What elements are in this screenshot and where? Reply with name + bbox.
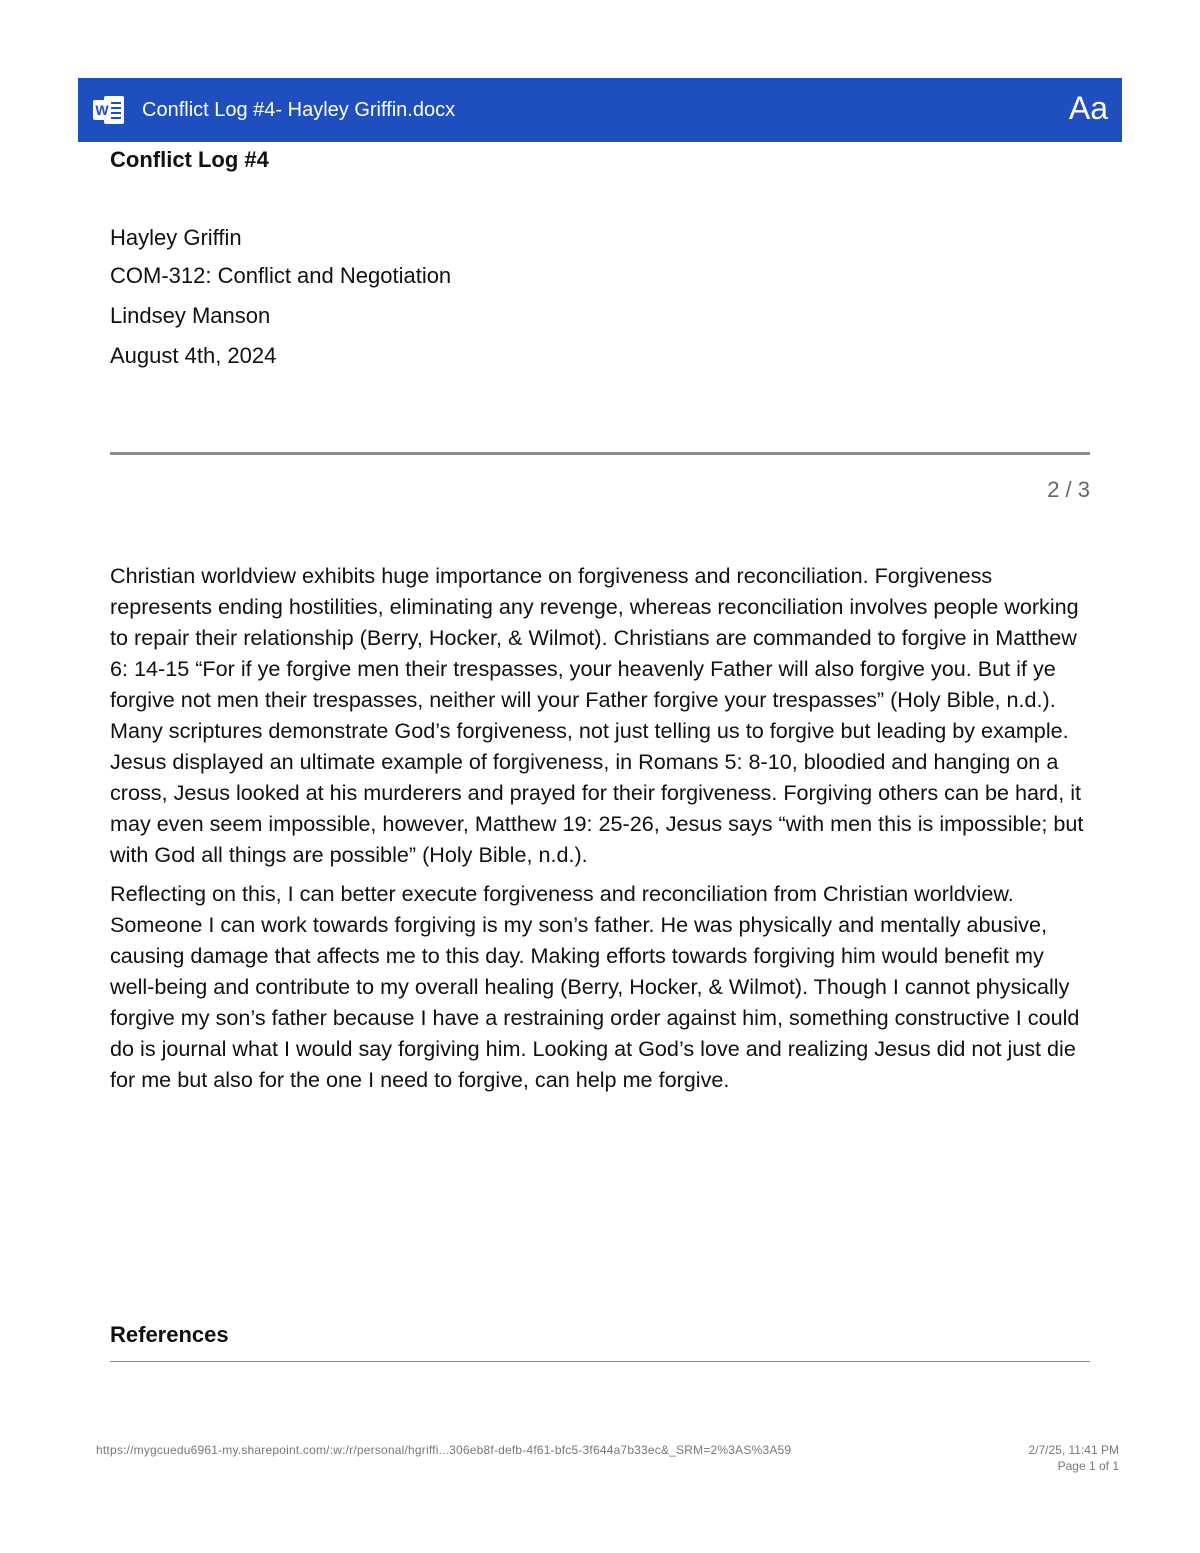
footer-url: https://mygcuedu6961-my.sharepoint.com/:w:/r/personal/hgriffi...306eb8f-defb-4f61-bfc5-3f644a7b33ec&_SRM=2%3AS%3A59 [96,1443,792,1457]
svg-text:W: W [95,102,109,118]
references-heading: References [110,1322,229,1347]
course-name: COM-312: Conflict and Negotiation [110,263,452,288]
instructor-name: Lindsey Manson [110,303,271,328]
submission-date: August 4th, 2024 [110,343,277,368]
document-title: Conflict Log #4 [110,147,269,172]
body-paragraph: Reflecting on this, I can better execute forgiveness and reconciliation from Christian worldview. Someone I can work towards forgiving is my son’s father. He was physically and mentally abusive, causing damage that affects me to this day. Making efforts towards forgiving him would benefit my well-being and contribute to my overall healing (Berry, Hocker, & Wilmot). Though I cannot physically forgive my son’s father because I have a restraining order against him, something constructive I could do is journal what I would say forgiving him. Looking at God’s love and realizing Jesus did not just die for me but also for the one I need to forgive, can help me forgive. [110,881,1080,1092]
text-size-button[interactable]: Aa [1068,90,1108,126]
footer-timestamp: 2/7/25, 11:41 PM [1028,1443,1119,1457]
footer-page-number: Page 1 of 1 [1057,1459,1119,1473]
header-divider [110,452,1090,455]
document-body [110,560,1092,1103]
footer-meta [1028,1442,1119,1474]
word-icon [92,94,126,126]
body-paragraph: Christian worldview exhibits huge importance on forgiveness and reconciliation. Forgiveness represents ending hostilities, eliminating any revenge, whereas reconciliation involves people working to repair their relationship (Berry, Hocker, & Wilmot). Christians are commanded to forgive in Matthew 6: 14-15 “For if ye forgive men their trespasses, your heavenly Father will also forgive you. But if ye forgive not men their trespasses, neither will your Father forgive your trespasses” (Holy Bible, n.d.). Many scriptures demonstrate God’s forgiveness, not just telling us to forgive but leading by example. Jesus displayed an ultimate example of forgiveness, in Romans 5: 8-10, bloodied and hanging on a cross, Jesus looked at his murderers and prayed for their forgiveness. Forgiving others can be hard, it may even seem impossible, however, Matthew 19: 25-26, Jesus says “with men this is impossible; but with God all things are possible” (Holy Bible, n.d.). [110,563,1084,867]
document-filename: Conflict Log #4- Hayley Griffin.docx [142,99,456,121]
author-name: Hayley Griffin [110,225,242,250]
references-divider [110,1361,1090,1362]
page-indicator: 2 / 3 [1047,477,1090,502]
document-titlebar [78,78,1122,142]
